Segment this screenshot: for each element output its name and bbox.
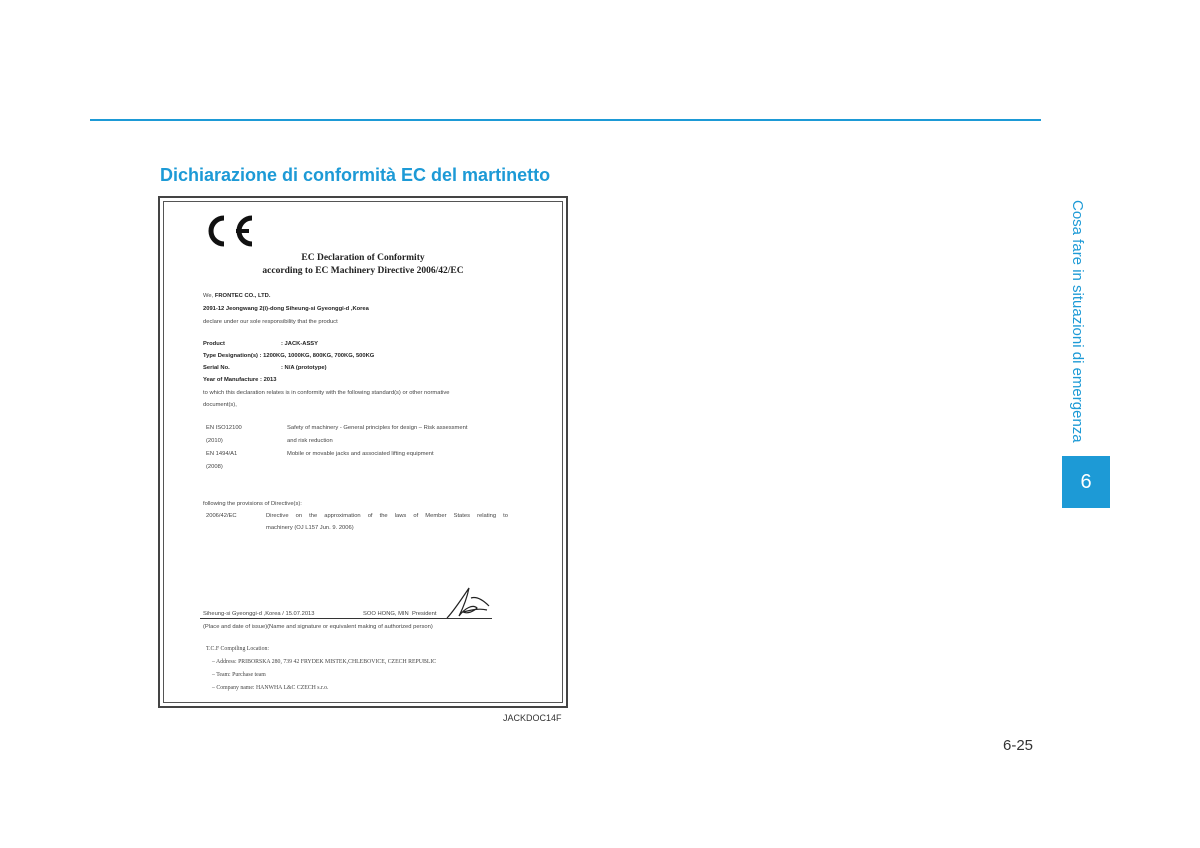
standard-year: (2008) [206,464,223,470]
type-designation: Type Designation(s) : 1200KG, 1000KG, 800KG, 700KG, 500KG [203,353,375,359]
ce-mark-icon [200,212,260,250]
image-caption: JACKDOC14F [503,713,562,723]
company-name: FRONTEC CO., LTD. [214,293,271,299]
standard-desc: Mobile or movable jacks and associated lifting equipment [287,451,434,457]
product-label: Product [203,341,225,347]
signature-caption: (Place and date of issue)(Name and signature or equivalent making of authorized person) [203,624,433,630]
declaration-document-image [158,196,568,708]
header-rule [90,119,1041,121]
tcf-address: – Address: PRIBORSKA 280, 739 42 FRYDEK MISTEK,CHLEBOVICE, CZECH REPUBLIC [212,659,437,665]
product-value: : JACK-ASSY [281,341,319,347]
directive-code: 2006/42/EC [206,513,237,519]
tcf-team: – Team: Purchase team [212,672,266,678]
place-date: Siheung-si Gyeonggi-d ,Korea / 15.07.2013 [203,611,315,617]
signature-icon [443,584,493,622]
year-of-manufacture: Year of Manufacture : 2013 [203,377,277,383]
serial-value: : N/A (prototype) [281,365,327,371]
directive-desc: machinery (OJ L157 Jun. 9. 2006) [266,525,354,531]
signature-line [200,618,492,619]
tcf-company: – Company name: HANWHA L&C CZECH s.r.o. [212,685,329,691]
company-line: We, FRONTEC CO., LTD. [203,293,271,299]
document-heading [160,252,566,278]
standard-desc: Safety of machinery - General principles for design – Risk assessment [287,425,468,431]
standard-desc: and risk reduction [287,438,333,444]
tcf-title: T.C.F Compiling Location: [206,646,270,652]
signer-title: President [412,611,437,617]
serial-label: Serial No. [203,365,230,371]
document-heading-line1: EC Declaration of Conformity [301,253,425,263]
company-address: 2091-12 Jeongwang 2(i)-dong Siheung-si Gyeonggi-d ,Korea [203,306,369,312]
chapter-tab: 6 [1062,456,1110,508]
standard-code: EN 1494/A1 [206,451,238,457]
document-content [160,198,566,706]
page-number: 6-25 [1003,737,1034,754]
standard-code: EN ISO12100 [206,425,242,431]
document-heading-line2: according to EC Machinery Directive 2006/42/EC [262,266,464,276]
chapter-title-vertical: Cosa fare in situazioni di emergenza [1069,200,1086,443]
section-title: Dichiarazione di conformità EC del martinetto [160,165,551,185]
standard-year: (2010) [206,438,223,444]
declare-line: declare under our sole responsibility that the product [203,319,338,325]
provisions-intro: following the provisions of Directive(s): [203,501,302,507]
conformity-line2: document(s), [203,402,237,408]
signer-name: SOO HONG, MIN [363,611,409,617]
directive-desc: Directive on the approximation of the laws of Member States relating to [266,513,508,519]
conformity-line1: to which this declaration relates is in conformity with the following standard(s) or other normative [203,390,450,396]
